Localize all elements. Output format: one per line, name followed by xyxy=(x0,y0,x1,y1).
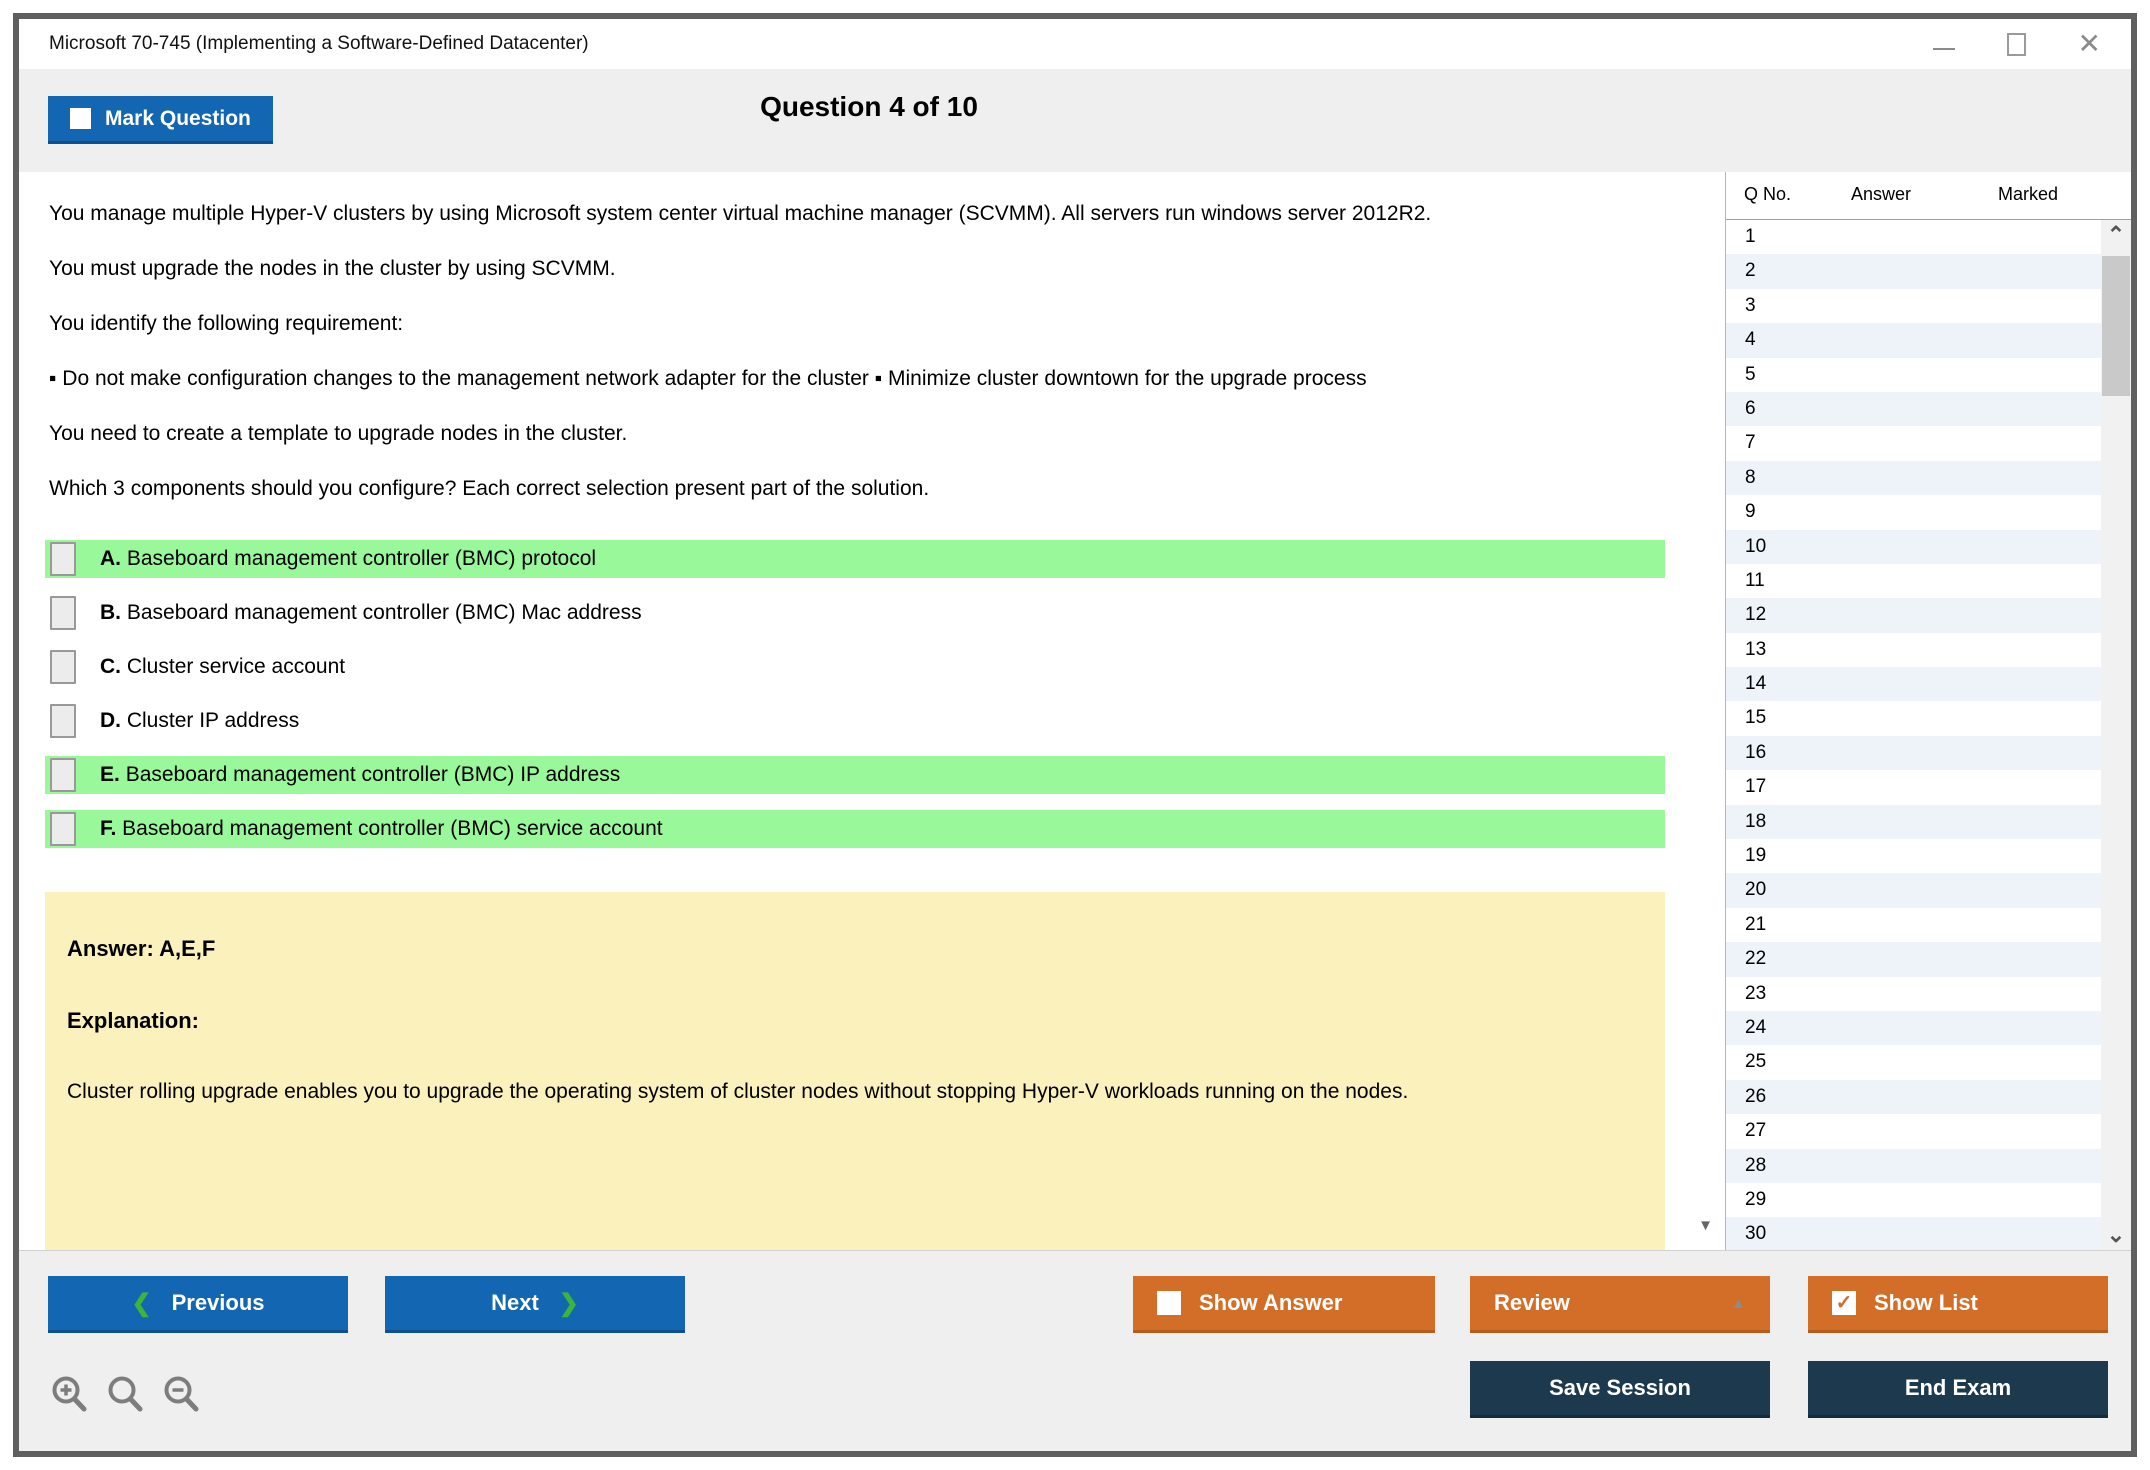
question-list-row[interactable]: 9 xyxy=(1745,501,1756,523)
question-list-row[interactable]: 25 xyxy=(1745,1051,1767,1073)
question-list-row[interactable]: 11 xyxy=(1745,569,1765,591)
question-list-row[interactable]: 28 xyxy=(1726,1149,2101,1183)
show-answer-checkbox[interactable] xyxy=(1157,1291,1181,1315)
show-answer-button[interactable] xyxy=(1133,1276,1435,1333)
question-list-row[interactable]: 2 xyxy=(1726,254,2101,288)
previous-label: Previous xyxy=(171,1290,265,1315)
option-label: F. Baseboard management controller (BMC) service account xyxy=(100,817,663,840)
question-paragraph: You must upgrade the nodes in the cluster by using SCVMM. xyxy=(49,257,616,280)
column-answer: Answer xyxy=(1851,184,1912,204)
question-paragraph: You manage multiple Hyper-V clusters by using Microsoft system center virtual machine manager (SCVMM). All servers run windows server 2012R2. xyxy=(49,202,1432,225)
question-list-scrollbar[interactable] xyxy=(2101,220,2131,1250)
question-list-row[interactable]: 13 xyxy=(1745,638,1767,660)
option-checkbox[interactable] xyxy=(50,650,76,684)
question-list-row[interactable]: 8 xyxy=(1726,461,2101,495)
question-list-row[interactable]: 19 xyxy=(1745,845,1767,867)
next-button[interactable] xyxy=(385,1276,685,1333)
app-window xyxy=(13,13,2137,1457)
question-list-row[interactable]: 26 xyxy=(1726,1080,2101,1114)
option-label: B. Baseboard management controller (BMC) Mac address xyxy=(100,601,642,624)
previous-button[interactable] xyxy=(48,1276,348,1333)
option-checkbox[interactable] xyxy=(50,812,76,846)
question-list-row[interactable]: 30 xyxy=(1726,1217,2101,1250)
question-pane xyxy=(19,172,1725,1250)
explanation-text: Cluster rolling upgrade enables you to upgrade the operating system of cluster nodes without stopping Hyper-V workloads running on the nodes. xyxy=(67,1080,1409,1103)
zoom-in-icon[interactable] xyxy=(48,1373,92,1417)
question-list-row[interactable]: 20 xyxy=(1726,873,2101,907)
question-list-row[interactable]: 22 xyxy=(1726,942,2101,976)
option-checkbox[interactable] xyxy=(50,596,76,630)
question-list-panel xyxy=(1725,172,2131,1250)
end-exam-label: End Exam xyxy=(1904,1375,2012,1400)
triangle-up-icon: ▲ xyxy=(1731,1294,1746,1312)
answer-option-c[interactable] xyxy=(45,648,1665,686)
zoom-controls xyxy=(48,1373,204,1417)
scroll-down-icon[interactable]: ⌄ xyxy=(2106,1222,2126,1247)
option-checkbox[interactable] xyxy=(50,758,76,792)
option-checkbox[interactable] xyxy=(50,704,76,738)
content-scroll-down-icon[interactable]: ▼ xyxy=(1698,1217,1713,1234)
scrollbar-thumb[interactable] xyxy=(2102,256,2130,396)
show-list-checkbox[interactable] xyxy=(1832,1291,1856,1315)
answer-explanation-panel xyxy=(45,892,1665,1250)
window-controls xyxy=(1933,30,2101,58)
question-list-row[interactable]: 1 xyxy=(1745,226,1756,247)
question-list-header xyxy=(1726,172,2131,220)
scroll-up-icon[interactable]: ⌃ xyxy=(2106,222,2126,247)
answer-text: Answer: A,E,F xyxy=(67,936,216,961)
column-qno: Q No. xyxy=(1744,184,1792,204)
option-label: A. Baseboard management controller (BMC) protocol xyxy=(100,547,597,570)
check-icon: ✓ xyxy=(1835,1292,1853,1314)
chevron-right-icon: ❯ xyxy=(558,1289,579,1317)
option-label: C. Cluster service account xyxy=(100,655,346,678)
question-list-row[interactable]: 18 xyxy=(1726,805,2101,839)
window-title: Microsoft 70-745 (Implementing a Software-Defined Datacenter) xyxy=(49,33,589,54)
question-list-row[interactable]: 5 xyxy=(1745,363,1756,385)
question-list-row[interactable]: 15 xyxy=(1745,707,1767,729)
question-list-row[interactable]: 4 xyxy=(1726,323,2101,357)
question-list-row[interactable]: 17 xyxy=(1745,776,1767,798)
question-list-row[interactable]: 24 xyxy=(1726,1011,2101,1045)
question-paragraph: ▪ Do not make configuration changes to the management network adapter for the cluster ▪ Minimize cluster downtown for the upgrade process xyxy=(49,367,1367,390)
show-list-button[interactable] xyxy=(1808,1276,2108,1333)
save-session-button[interactable] xyxy=(1470,1361,1770,1418)
answer-option-a[interactable] xyxy=(45,540,1665,578)
explanation-heading: Explanation: xyxy=(67,1008,200,1033)
question-list xyxy=(1726,220,2131,1250)
option-checkbox[interactable] xyxy=(50,542,76,576)
answer-options xyxy=(30,540,1705,848)
question-paragraph: You need to create a template to upgrade nodes in the cluster. xyxy=(49,422,628,445)
save-session-label: Save Session xyxy=(1549,1375,1691,1400)
question-list-row[interactable]: 16 xyxy=(1726,736,2101,770)
question-paragraph: You identify the following requirement: xyxy=(49,312,404,335)
question-list-row[interactable]: 7 xyxy=(1745,432,1756,454)
column-marked: Marked xyxy=(1998,184,2059,204)
question-list-row[interactable]: 14 xyxy=(1726,667,2101,701)
answer-option-e[interactable] xyxy=(45,756,1665,794)
review-button[interactable] xyxy=(1470,1276,1770,1333)
question-list-row[interactable]: 29 xyxy=(1745,1188,1767,1210)
question-list-row[interactable]: 10 xyxy=(1726,530,2101,564)
question-text xyxy=(30,201,1705,502)
option-label: E. Baseboard management controller (BMC) IP address xyxy=(100,763,621,786)
question-list-row[interactable]: 6 xyxy=(1726,392,2101,426)
question-list-row[interactable]: 27 xyxy=(1745,1120,1767,1142)
chevron-left-icon: ❮ xyxy=(131,1289,152,1317)
magnifier-icon[interactable] xyxy=(104,1373,148,1417)
show-list-label: Show List xyxy=(1874,1290,1978,1315)
question-list-row[interactable]: 3 xyxy=(1745,294,1756,316)
option-label: D. Cluster IP address xyxy=(100,709,300,732)
end-exam-button[interactable] xyxy=(1808,1361,2108,1418)
question-counter: Question 4 of 10 xyxy=(760,91,978,122)
answer-option-d[interactable] xyxy=(45,702,1665,740)
show-answer-label: Show Answer xyxy=(1199,1290,1343,1315)
question-list-row[interactable]: 23 xyxy=(1745,982,1767,1004)
title-bar xyxy=(19,19,2131,69)
review-label: Review xyxy=(1494,1290,1570,1315)
navigation-bar xyxy=(19,1250,2131,1451)
question-list-row[interactable]: 21 xyxy=(1745,913,1767,935)
minimize-icon[interactable] xyxy=(1933,38,1955,50)
answer-option-f[interactable] xyxy=(45,810,1665,848)
question-paragraph: Which 3 components should you configure? Each correct selection present part of the solution. xyxy=(49,477,930,500)
maximize-icon[interactable] xyxy=(2007,33,2026,56)
question-header xyxy=(19,69,2131,172)
zoom-out-icon[interactable] xyxy=(160,1373,204,1417)
question-list-row[interactable]: 12 xyxy=(1726,598,2101,632)
mark-question-label: Mark Question xyxy=(105,106,251,130)
answer-option-b[interactable] xyxy=(45,594,1665,632)
close-icon[interactable]: ✕ xyxy=(2077,28,2101,59)
next-label: Next xyxy=(491,1290,539,1315)
